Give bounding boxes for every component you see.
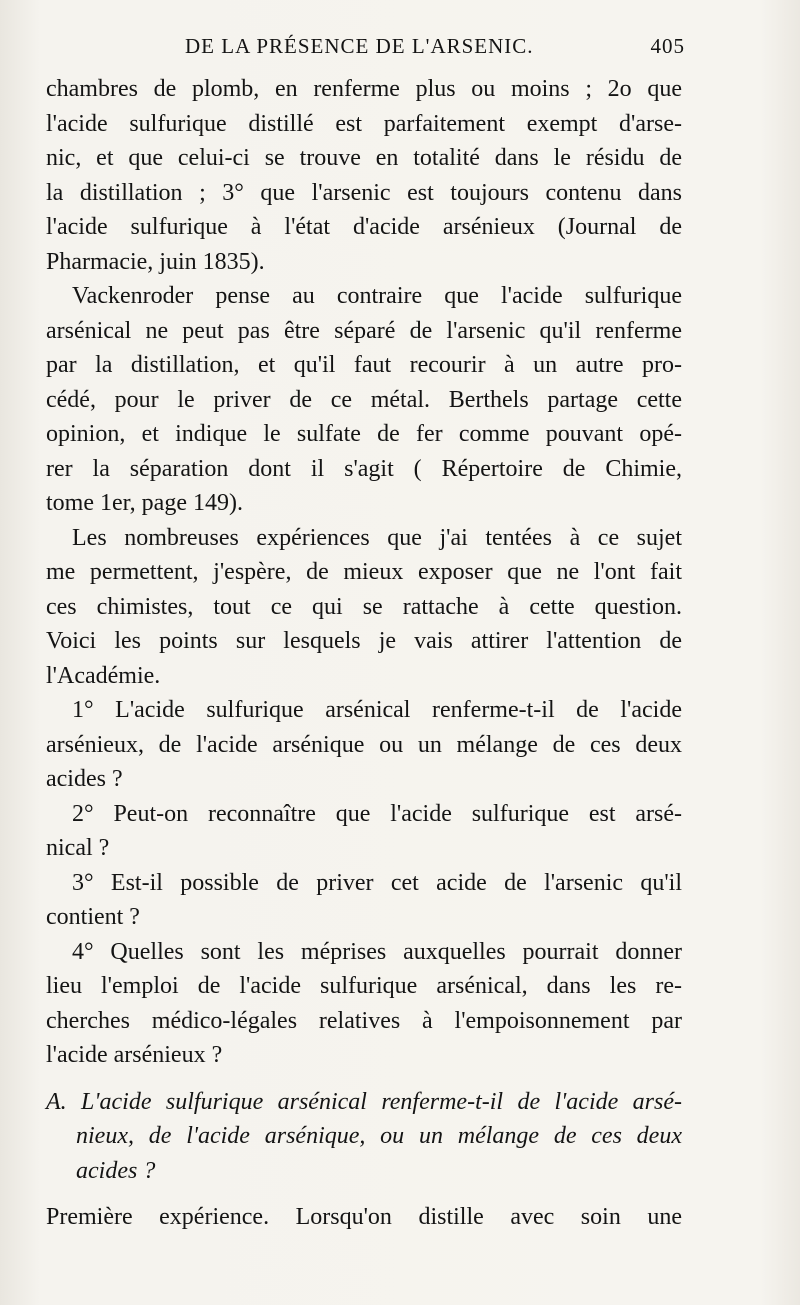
- text-line: me permettent, j'espère, de mieux exposer que ne l'ont fait: [46, 559, 682, 585]
- text-line: par la distillation, et qu'il faut recourir à un autre pro-: [46, 352, 682, 378]
- text-line: chambres de plomb, en renferme plus ou moins ; 2o que: [46, 76, 682, 102]
- text-line: l'acide sulfurique distillé est parfaitement exempt d'arse-: [46, 110, 682, 137]
- text-line: contient ?: [46, 904, 140, 930]
- text-line: lieu l'emploi de l'acide sulfurique arsénical, dans les re-: [46, 973, 682, 999]
- text-line: l'Académie.: [46, 662, 161, 689]
- text-line: ces chimistes, tout ce qui se rattache à cette question.: [46, 593, 682, 620]
- text-line: 1° L'acide sulfurique arsénical renferme-t-il de l'acide: [72, 697, 682, 723]
- page-header: [185, 34, 685, 64]
- text-line: cherches médico-légales relatives à l'empoisonnement par: [46, 1007, 682, 1034]
- text-line: 2° Peut-on reconnaître que l'acide sulfurique est arsé-: [72, 800, 682, 827]
- text-line: nic, et que celui-ci se trouve en totalité dans le résidu de: [46, 145, 682, 171]
- section-heading-line: [46, 1085, 682, 1120]
- text-line: arsénical ne peut pas être séparé de l'arsenic qu'il renferme: [46, 317, 682, 344]
- section-heading-text: A. L'acide sulfurique arsénical renferme-t-il de l'acide arsé-: [46, 1088, 682, 1115]
- text-line: tome 1er, page 149).: [46, 490, 243, 516]
- text-line: l'acide sulfurique à l'état d'acide arsénieux (Journal de: [46, 214, 682, 240]
- section-heading-text: acides ?: [76, 1157, 156, 1184]
- text-line: cédé, pour le priver de ce métal. Berthels partage cette: [46, 386, 682, 413]
- text-line: acides ?: [46, 766, 123, 792]
- text-line: opinion, et indique le sulfate de fer comme pouvant opé-: [46, 421, 682, 447]
- body-text: [46, 72, 682, 1235]
- text-line: l'acide arsénieux ?: [46, 1042, 223, 1068]
- text-line: Pharmacie, juin 1835).: [46, 248, 265, 275]
- text-line: Vackenroder pense au contraire que l'acide sulfurique: [72, 283, 682, 309]
- running-title: DE LA PRÉSENCE DE L'ARSENIC.: [185, 34, 534, 58]
- text-line: arsénieux, de l'acide arsénique ou un mélange de ces deux: [46, 731, 682, 758]
- text-line: 4° Quelles sont les méprises auxquelles pourrait donner: [72, 938, 682, 965]
- text-line: rer la séparation dont il s'agit ( Répertoire de Chimie,: [46, 455, 682, 482]
- text-line: Voici les points sur lesquels je vais attirer l'attention de: [46, 628, 682, 654]
- text-line: 3° Est-il possible de priver cet acide de l'arsenic qu'il: [72, 869, 682, 896]
- text-line: Les nombreuses expériences que j'ai tentées à ce sujet: [72, 524, 682, 551]
- page-number: 405: [650, 34, 685, 58]
- text-line: Première expérience. Lorsqu'on distille avec soin une: [46, 1204, 682, 1230]
- section-heading-line: [46, 1154, 682, 1189]
- section-gap: [46, 1188, 682, 1200]
- section-gap: [46, 1073, 682, 1085]
- text-line: nical ?: [46, 835, 110, 861]
- section-heading-line: [46, 1119, 682, 1154]
- text-line: la distillation ; 3° que l'arsenic est toujours contenu dans: [46, 179, 682, 206]
- section-heading-text: nieux, de l'acide arsénique, ou un mélange de ces deux: [76, 1123, 682, 1149]
